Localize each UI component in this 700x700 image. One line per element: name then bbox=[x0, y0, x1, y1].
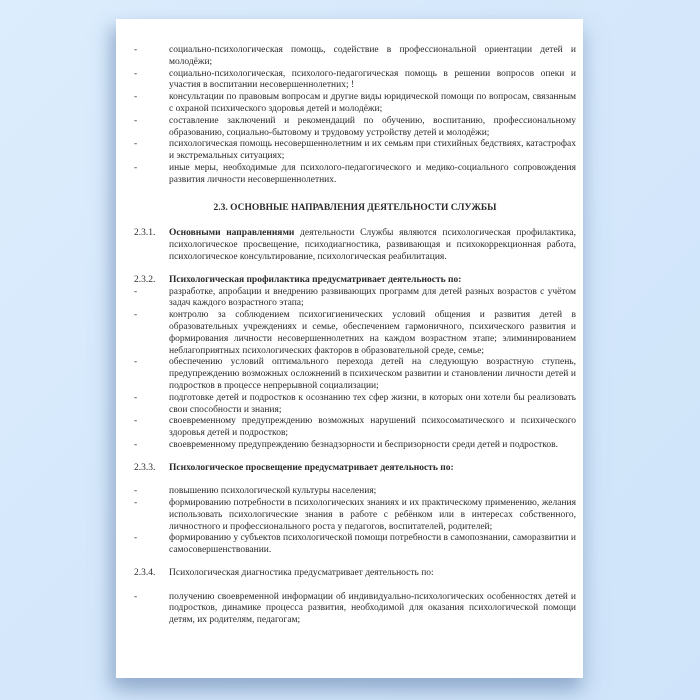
dash-marker: - bbox=[134, 591, 138, 602]
list-item-text: своевременному предупреждению безнадзорности и беспризорности среди детей и подростков. bbox=[169, 439, 559, 450]
dash-marker: - bbox=[134, 139, 138, 150]
list-item-text: контролю за соблюдением психогигиенических условий общения и развития детей в образовательных учреждениях и семье, обеспечением гармоничного, психического развития и формирования личности несовершеннолетних на каждом возрастном этапе; элиминированием неблагоприятных психологических факторов в образовательной среде, семье; bbox=[169, 310, 576, 356]
section-number: 2.3.2. bbox=[134, 274, 156, 285]
dash-marker: - bbox=[134, 416, 138, 427]
dash-marker: - bbox=[134, 357, 138, 368]
list-item bbox=[134, 393, 576, 417]
paragraph-rest: деятельности Службы являются психологическая профилактика, психологическое просвещение, психодиагностика, развивающая и психокоррекционная работа, психологическое консультирование, психологическая реабилитация. bbox=[169, 228, 576, 262]
section-2-3-1 bbox=[134, 228, 576, 263]
section-paragraph bbox=[169, 228, 576, 263]
section-2-3-4 bbox=[134, 568, 576, 627]
list-item-text: консультации по правовым вопросам и другие виды юридической помощи по вопросам, связанным с охраной психического здоровья детей и молодёжи; bbox=[169, 92, 576, 114]
dash-marker: - bbox=[134, 310, 138, 321]
list-item bbox=[134, 92, 576, 116]
intro-list bbox=[134, 45, 576, 187]
dash-marker: - bbox=[134, 92, 138, 103]
section-title: Психологическая профилактика предусматривает деятельность по: bbox=[169, 274, 462, 285]
section-title-row bbox=[134, 463, 576, 475]
list-item bbox=[134, 533, 576, 557]
list-item bbox=[134, 163, 576, 187]
list-item bbox=[134, 139, 576, 163]
list-item-text: социально-психологическая помощь, содействие в профессиональной ориентации детей и молодёжи; bbox=[169, 45, 576, 67]
section-title: Психологическое просвещение предусматривает деятельность по: bbox=[169, 462, 454, 473]
dash-marker: - bbox=[134, 286, 138, 297]
dash-marker: - bbox=[134, 68, 138, 79]
section-2-3-2 bbox=[134, 275, 576, 452]
list-item-text: социально-психологическая, психолого-педагогическая помощь в решении вопросов опеки и участия в воспитании несовершеннолетних; ! bbox=[169, 68, 576, 91]
section-title-row bbox=[134, 568, 576, 580]
section-heading: 2.3. ОСНОВНЫЕ НАПРАВЛЕНИЯ ДЕЯТЕЛЬНОСТИ СЛУЖБЫ bbox=[213, 202, 497, 213]
list-item-text: формированию у субъектов психологической помощи потребности в самопознании, саморазвитии и самосовершенствовании. bbox=[169, 533, 576, 556]
section-number: 2.3.3. bbox=[134, 462, 156, 473]
dash-marker: - bbox=[134, 486, 138, 497]
section-number: 2.3.4. bbox=[134, 568, 156, 579]
dash-marker: - bbox=[134, 115, 138, 126]
list-item-text: формированию потребности в психологических знаниях и их практическому применению, желания использовать психологические знания в работе с ребёнком или в интересах собственного, личностного и профессионального роста у педагогов, воспитателей, родителей; bbox=[169, 498, 576, 532]
list-item bbox=[134, 310, 576, 357]
dash-marker: - bbox=[134, 45, 138, 55]
paragraph-lead-bold: Основными направлениями bbox=[169, 228, 295, 239]
list-item bbox=[134, 69, 576, 93]
list-item-text: повышению психологической культуры населения; bbox=[169, 486, 377, 497]
list-item-text: подготовке детей и подростков к осознанию тех сфер жизни, в которых они хотели бы реализовать свои способности и знания; bbox=[169, 392, 576, 415]
list-item-text: разработке, апробации и внедрению развивающих программ для детей разных возрастов с учётом задач каждого возрастного этапа; bbox=[169, 286, 576, 309]
dash-marker: - bbox=[134, 533, 138, 544]
dash-marker: - bbox=[134, 498, 138, 509]
dash-marker: - bbox=[134, 439, 138, 450]
section-title-row bbox=[134, 275, 576, 287]
list-item-text: составление заключений и рекомендаций по обучению, воспитанию, профессиональному образованию, социально-бытовому и трудовому устройству детей и молодёжи; bbox=[169, 115, 576, 138]
document-page bbox=[116, 19, 583, 678]
list-item bbox=[134, 498, 576, 533]
list-item bbox=[134, 486, 576, 498]
list-item-text: получению своевременной информации об индивидуально-психологических особенностях детей и подростков, динамике процесса развития, необходимой для оказания психологической помощи детям, их родителям, педагогам; bbox=[169, 591, 576, 626]
list-item bbox=[134, 45, 576, 69]
list-item-text: своевременному предупреждению возможных нарушений психосоматического и психического здоровья детей и подростков; bbox=[169, 416, 576, 439]
section-number: 2.3.1. bbox=[134, 228, 156, 239]
list-item bbox=[134, 287, 576, 311]
list-item-text: психологическая помощь несовершеннолетним и их семьям при стихийных бедствиях, катастрофах и экстремальных ситуациях; bbox=[169, 139, 576, 162]
dash-marker: - bbox=[134, 162, 138, 173]
list-item bbox=[134, 357, 576, 392]
list-item bbox=[134, 416, 576, 440]
list-item-text: обеспечению условий оптимального перехода детей на следующую возрастную ступень, предупреждению возможных осложнений в психическом развитии и становлении личности детей и подростков в процессе непрерывной социализации; bbox=[169, 357, 576, 391]
list-item bbox=[134, 116, 576, 140]
section-2-3-3 bbox=[134, 463, 576, 557]
dash-marker: - bbox=[134, 392, 138, 403]
list-item bbox=[134, 592, 576, 627]
list-item bbox=[134, 440, 576, 452]
list-item-text: иные меры, необходимые для психолого-педагогического и медико-социального сопровождения развития личности несовершеннолетних. bbox=[169, 162, 576, 185]
section-title: Психологическая диагностика предусматривает деятельность по: bbox=[169, 568, 434, 579]
